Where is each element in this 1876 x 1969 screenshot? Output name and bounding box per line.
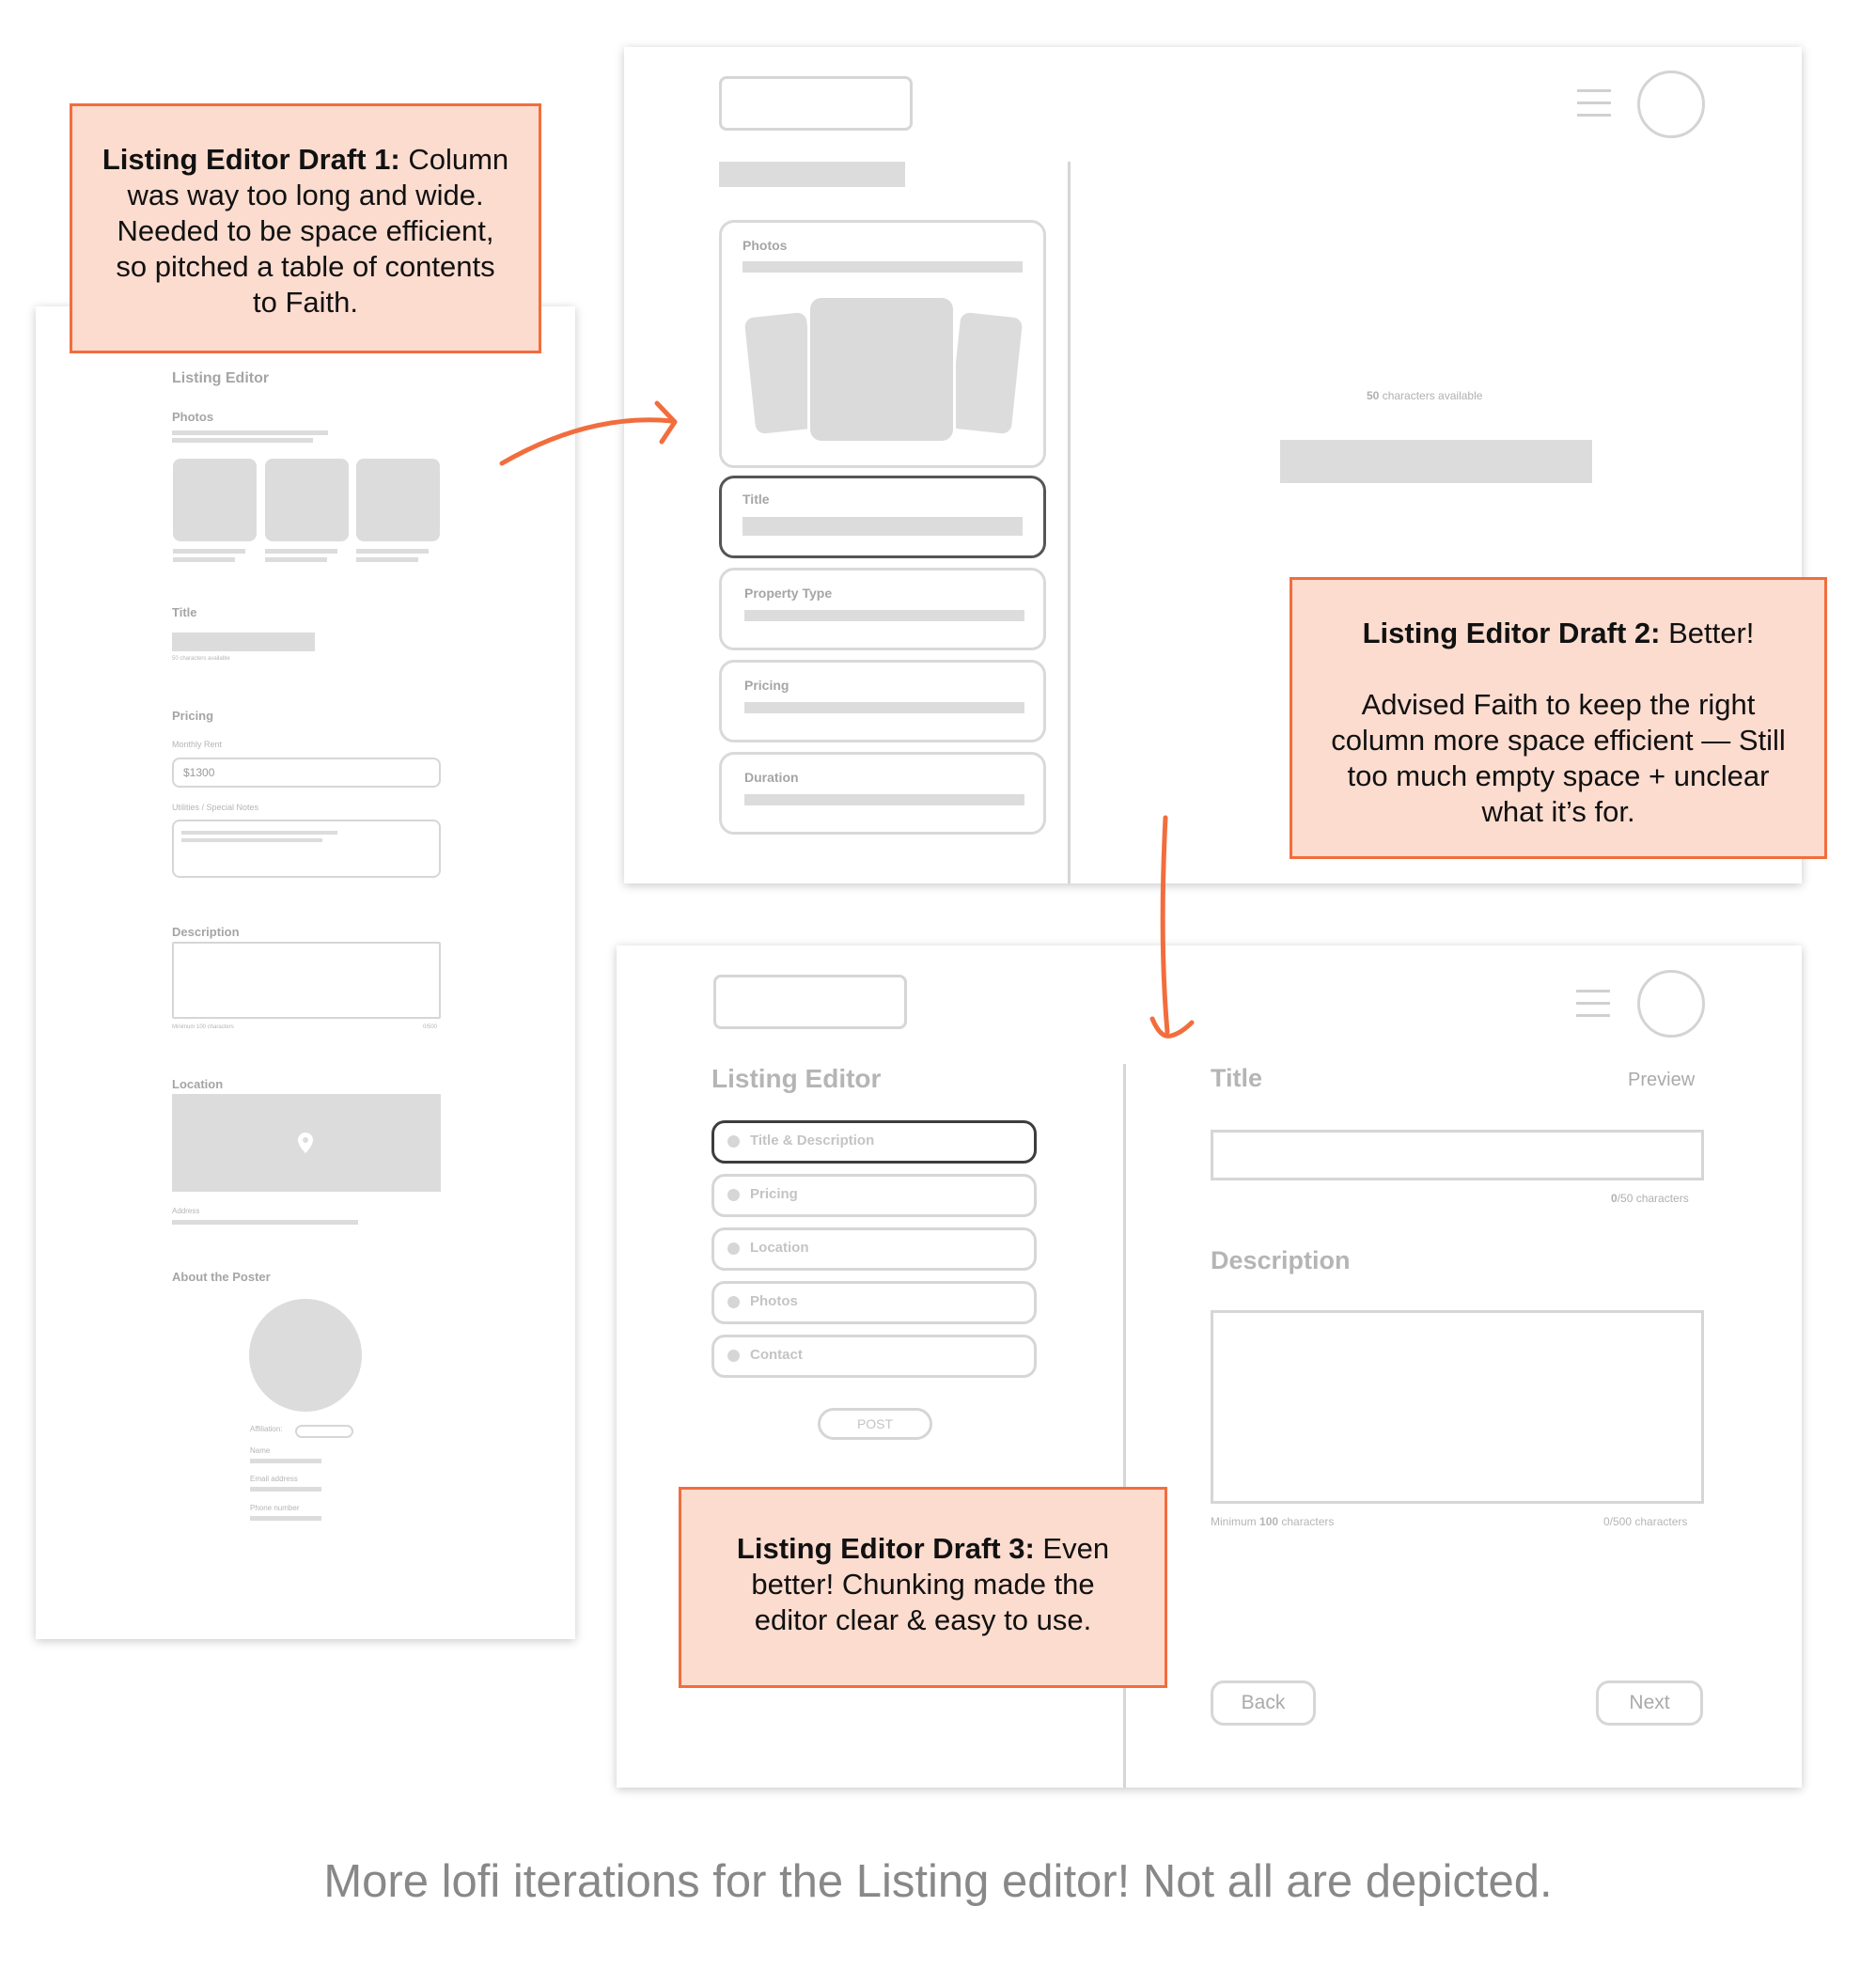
draft1-address-label: Address <box>172 1207 200 1215</box>
draft2-title-label: Title <box>743 492 770 507</box>
note-draft2-text2: Advised Faith to keep the right column more space efficient — Still too much empty space + unclear what it’s for. <box>1331 688 1786 828</box>
draft1-photos-label: Photos <box>172 410 214 424</box>
draft1-heading: Listing Editor <box>172 370 270 386</box>
draft1-desc-min: Minimum 100 characters <box>172 1024 234 1030</box>
nav-item-label: Title & Description <box>750 1133 875 1149</box>
back-button-label: Back <box>1241 1692 1286 1713</box>
note-draft3-bold: Listing Editor Draft 3: <box>736 1532 1035 1565</box>
draft1-about-label: About the Poster <box>172 1270 271 1284</box>
draft3-desc-count: 0/500 characters <box>1603 1515 1688 1528</box>
draft1-name-label: Name <box>250 1446 271 1455</box>
draft1-monthly-rent-value: $1300 <box>183 766 215 779</box>
draft3-title-count-rest: /50 characters <box>1617 1192 1689 1205</box>
draft2-duration-label: Duration <box>744 770 799 785</box>
draft3-title-label: Title <box>1211 1064 1263 1092</box>
draft1-pricing-label: Pricing <box>172 709 214 723</box>
draft2-chars-count: 50 <box>1367 389 1380 402</box>
page-caption: More lofi iterations for the Listing editor! Not all are depicted. <box>323 1856 1553 1907</box>
note-draft2-text: Better! <box>1660 617 1755 649</box>
nav-item-label: Contact <box>750 1347 803 1363</box>
draft1-title-hint: 50 characters available <box>172 656 230 662</box>
draft1-location-label: Location <box>172 1077 224 1091</box>
draft2-photos-label: Photos <box>743 238 788 253</box>
nav-item-label: Photos <box>750 1293 798 1309</box>
note-draft3 <box>679 1487 1167 1688</box>
note-draft2-bold: Listing Editor Draft 2: <box>1362 617 1661 649</box>
nav-item-label: Pricing <box>750 1186 798 1202</box>
preview-link[interactable]: Preview <box>1628 1070 1696 1090</box>
draft1-monthly-rent-label: Monthly Rent <box>172 740 223 749</box>
draft2-property-type-label: Property Type <box>744 586 833 601</box>
next-button-label: Next <box>1629 1692 1670 1713</box>
post-button-label: POST <box>856 1416 894 1431</box>
draft1-email-label: Email address <box>250 1475 298 1483</box>
draft1-desc-count: 0/500 <box>423 1024 438 1030</box>
draft1-affiliation-label: Affiliation: <box>250 1425 283 1433</box>
draft1-description-label: Description <box>172 925 240 939</box>
draft3-description-label: Description <box>1211 1246 1351 1274</box>
draft2-pricing-label: Pricing <box>744 678 789 693</box>
nav-item-label: Location <box>750 1240 809 1256</box>
draft3-desc-min-num: 100 <box>1259 1515 1279 1528</box>
draft3-desc-min-pre: Minimum <box>1211 1515 1260 1528</box>
note-draft3-text: Even better! Chunking made the editor clear & easy to use. <box>751 1532 1110 1636</box>
note-draft1-bold: Listing Editor Draft 1: <box>102 143 400 176</box>
draft3-desc-min-post: characters <box>1278 1515 1335 1528</box>
draft3-heading: Listing Editor <box>711 1064 882 1093</box>
note-draft1-text: Column was way too long and wide. Needed to be space efficient, so pitched a table of contents to Faith. <box>116 143 509 319</box>
draft1-title-label: Title <box>172 605 197 619</box>
draft2-chars-text: characters available <box>1379 389 1483 402</box>
draft1-utilities-label: Utilities / Special Notes <box>172 803 259 812</box>
note-draft2 <box>1290 577 1827 859</box>
note-draft1 <box>70 103 541 353</box>
draft3-title-count: 0 <box>1611 1192 1618 1205</box>
draft1-phone-label: Phone number <box>250 1504 300 1512</box>
